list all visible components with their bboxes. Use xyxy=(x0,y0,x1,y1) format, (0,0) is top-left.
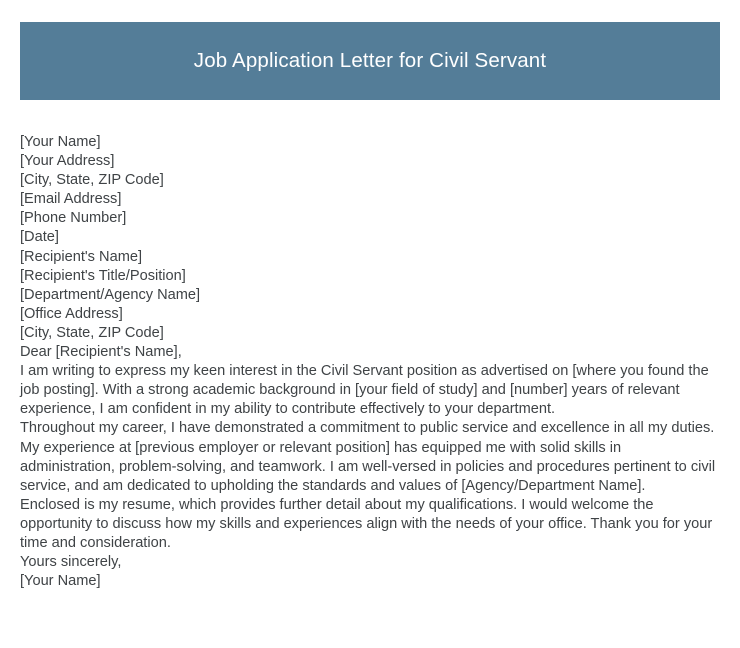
sender-name: [Your Name] xyxy=(20,134,101,150)
sender-address: [Your Address] xyxy=(20,153,115,170)
recipient-name: [Recipient's Name] xyxy=(20,248,143,265)
sender-city-state-zip: [City, State, ZIP Code] xyxy=(20,172,164,189)
letter-paragraph-1: I am writing to express my keen interest in the Civil Servant position as advertised on [where you found the job posting]. With a strong academic background in [your field of study] and [number] years of relevant experience, I am confident in my ability to contribute effectively to your department. xyxy=(20,363,709,418)
letter-date: [Date] xyxy=(20,229,59,246)
recipient-title: [Recipient's Title/Position] xyxy=(20,267,186,284)
sender-address-block xyxy=(20,133,720,248)
recipient-department: [Department/Agency Name] xyxy=(20,286,201,303)
letter-header-banner xyxy=(20,22,720,100)
letter-closing: Yours sincerely, xyxy=(20,554,122,571)
recipient-office-address: [Office Address] xyxy=(20,305,123,322)
sender-email: [Email Address] xyxy=(20,191,122,208)
letter-salutation: Dear [Recipient's Name], xyxy=(20,344,182,361)
letter-paragraph-3: Enclosed is my resume, which provides further detail about my qualifications. I would welcome the opportunity to discuss how my skills and experiences align with the needs of your office. Thank you for your time and consideration. xyxy=(20,496,713,551)
letter-body xyxy=(20,133,720,591)
recipient-address-block xyxy=(20,248,720,343)
letter-paragraph-2: Throughout my career, I have demonstrated a commitment to public service and excellence in all my duties. My experience at [previous employer or relevant position] has equipped me with solid skills in administration, problem-solving, and teamwork. I am well-versed in policies and procedures pertinent to civil service, and am dedicated to upholding the standards and values of [Agency/Department Name]. xyxy=(20,420,716,494)
letter-title: Job Application Letter for Civil Servant xyxy=(193,48,547,72)
sender-phone: [Phone Number] xyxy=(20,210,127,227)
letter-signature: [Your Name] xyxy=(20,573,101,590)
recipient-city-state-zip: [City, State, ZIP Code] xyxy=(20,324,164,341)
